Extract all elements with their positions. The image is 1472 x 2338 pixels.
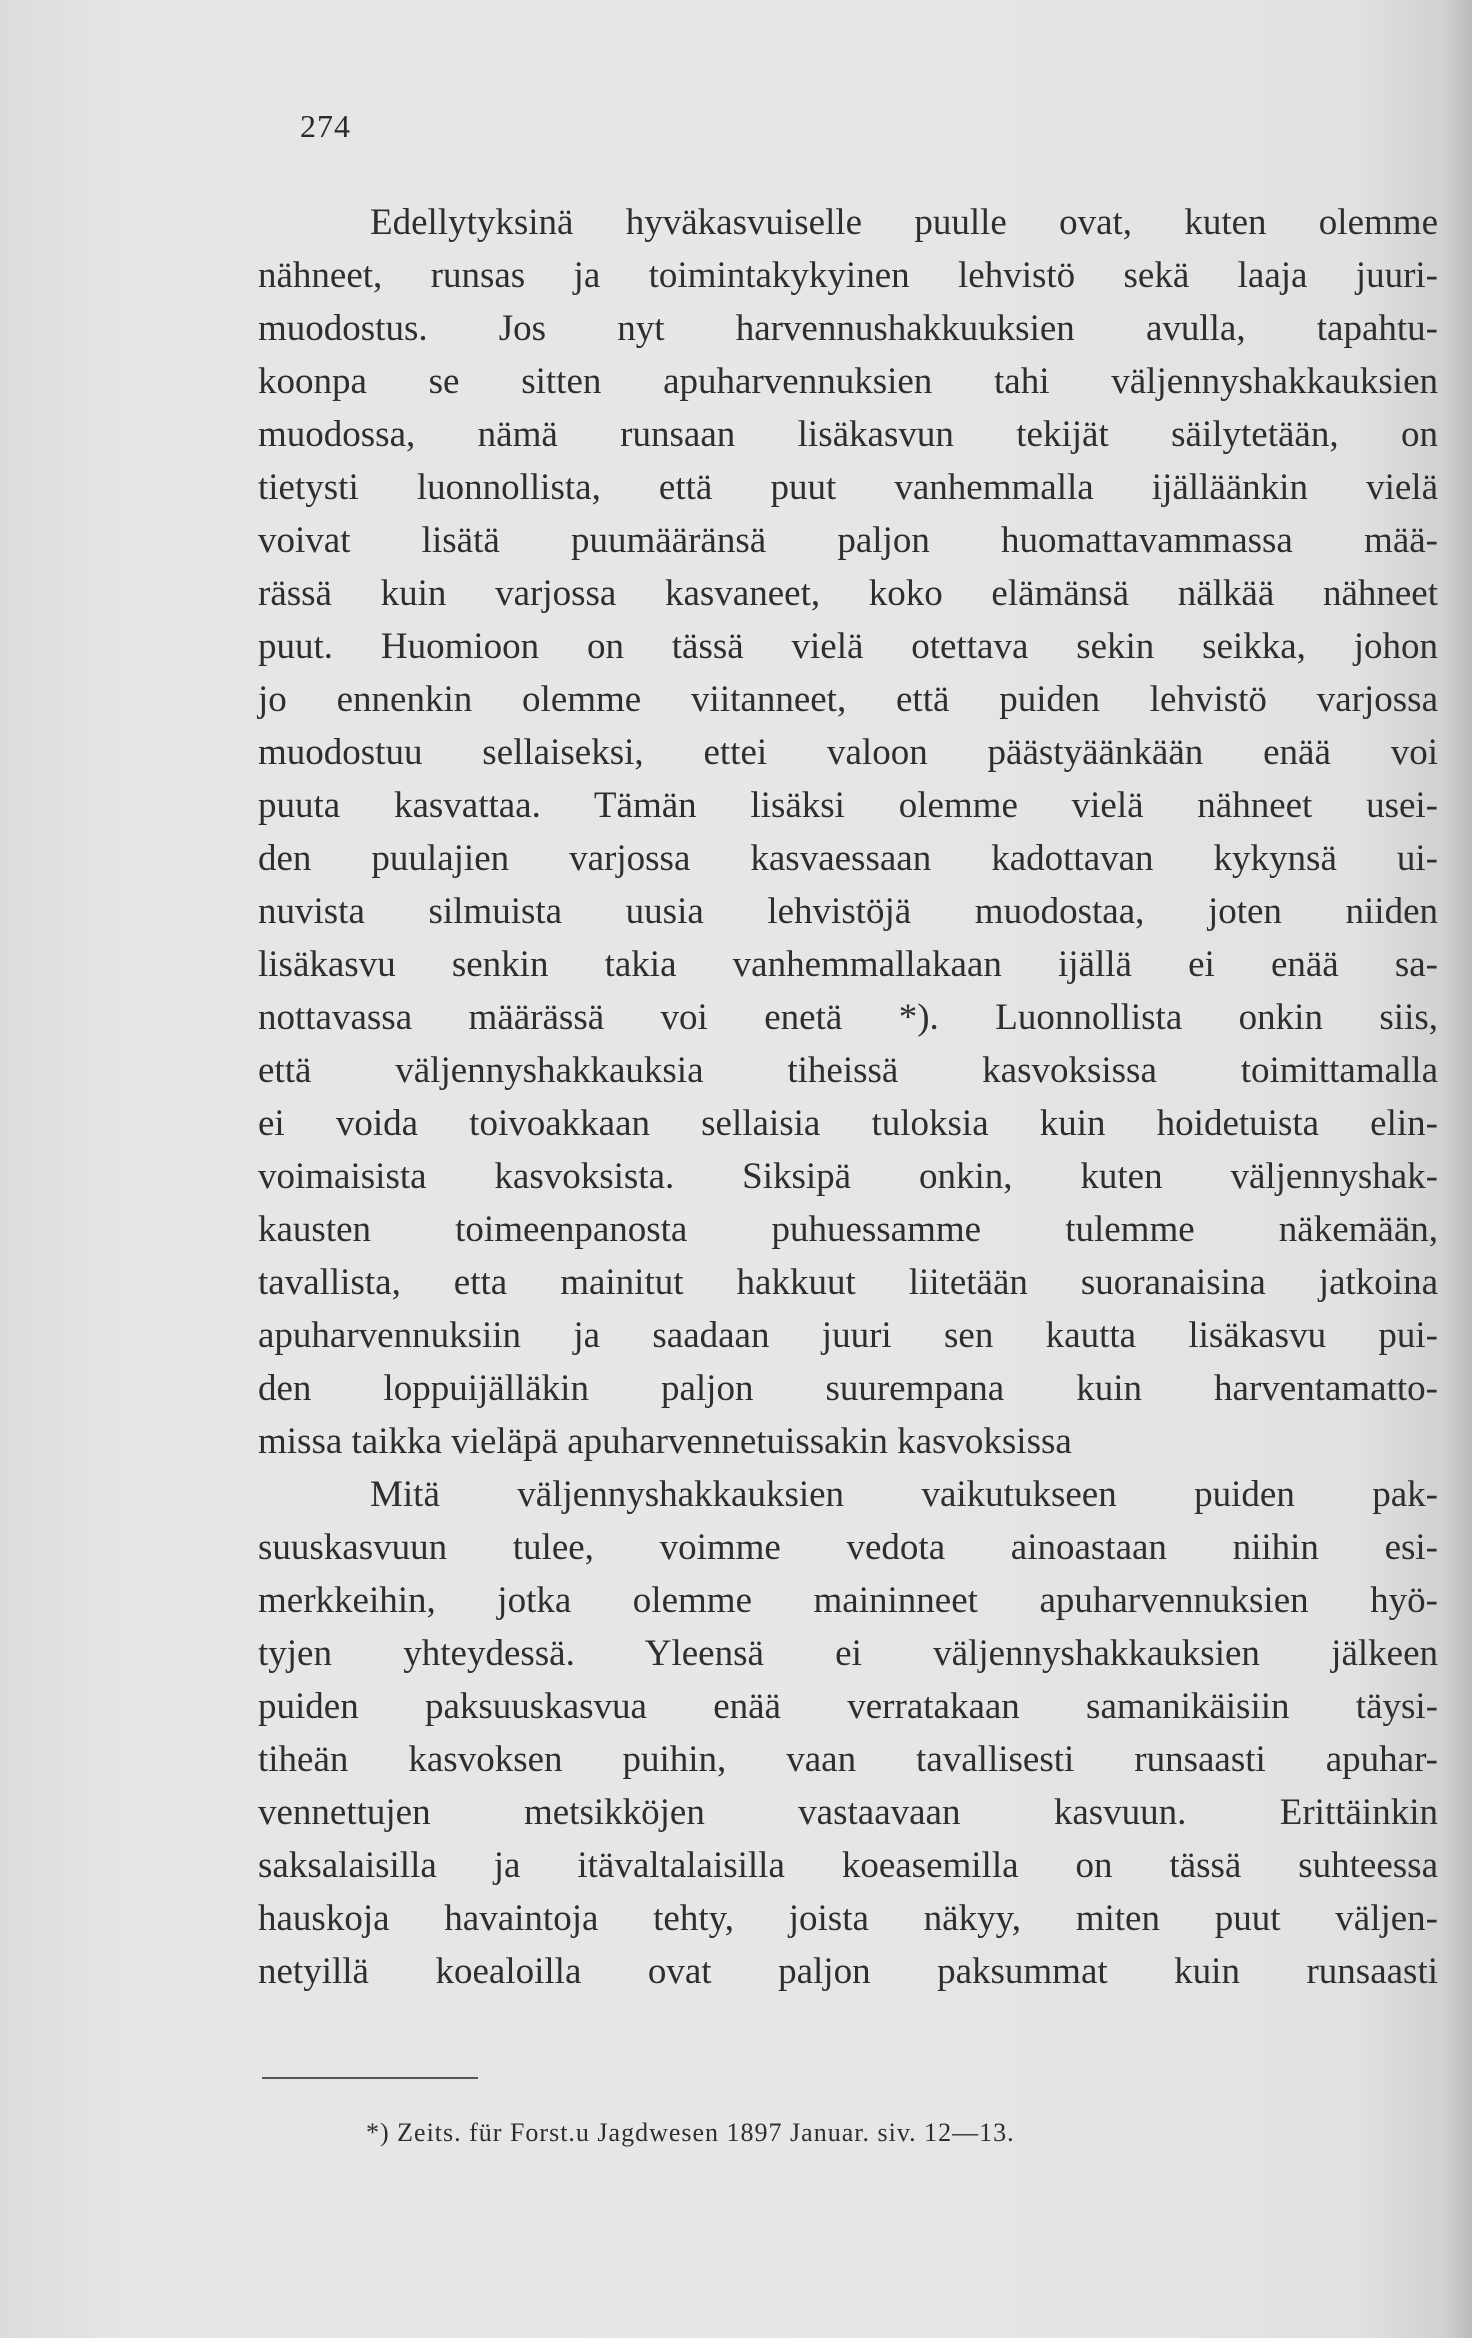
text-line: saksalaisilla ja itävaltalaisilla koeasemilla on tässä suhteessa: [258, 1845, 1438, 1886]
text-line: koonpa se sitten apuharvennuksien tahi väljennyshakkauksien: [258, 361, 1438, 402]
text-line: tyjen yhteydessä. Yleensä ei väljennyshakkauksien jälkeen: [258, 1633, 1438, 1674]
text-line: vennettujen metsikköjen vastaavaan kasvuun. Erittäinkin: [258, 1792, 1438, 1833]
text-line: missa taikka vieläpä apuharvennetuissakin kasvoksissa: [258, 1421, 1072, 1462]
text-line: rässä kuin varjossa kasvaneet, koko elämänsä nälkää nähneet: [258, 573, 1438, 614]
text-line: tavallista, etta mainitut hakkuut liitetään suoranaisina jatkoina: [258, 1262, 1438, 1303]
text-line: puiden paksuuskasvua enää verratakaan samanikäisiin täysi-: [258, 1686, 1438, 1727]
text-line: hauskoja havaintoja tehty, joista näkyy, miten puut väljen-: [258, 1898, 1438, 1939]
text-line: nottavassa määrässä voi enetä *). Luonnollista onkin siis,: [258, 997, 1438, 1038]
text-line: tietysti luonnollista, että puut vanhemmalla ijälläänkin vielä: [258, 467, 1438, 508]
text-line: kausten toimeenpanosta puhuessamme tulemme näkemään,: [258, 1209, 1438, 1250]
text-line: lisäkasvu senkin takia vanhemmallakaan ijällä ei enää sa-: [258, 944, 1438, 985]
text-line: suuskasvuun tulee, voimme vedota ainoastaan niihin esi-: [258, 1527, 1438, 1568]
footnote-divider: [262, 2077, 478, 2079]
text-line: den loppuijälläkin paljon suurempana kuin harventamatto-: [258, 1368, 1438, 1409]
text-line: den puulajien varjossa kasvaessaan kadottavan kykynsä ui-: [258, 838, 1438, 879]
text-line: muodossa, nämä runsaan lisäkasvun tekijät säilytetään, on: [258, 414, 1438, 455]
text-line: voivat lisätä puumääränsä paljon huomattavammassa mää-: [258, 520, 1438, 561]
text-line: voimaisista kasvoksista. Siksipä onkin, kuten väljennyshak-: [258, 1156, 1438, 1197]
page-number: 274: [300, 108, 351, 144]
text-line: muodostuu sellaiseksi, ettei valoon päästyäänkään enää voi: [258, 732, 1438, 773]
text-line: tiheän kasvoksen puihin, vaan tavallisesti runsaasti apuhar-: [258, 1739, 1438, 1780]
text-line: nähneet, runsas ja toimintakykyinen lehvistö sekä laaja juuri-: [258, 255, 1438, 296]
text-line: Edellytyksinä hyväkasvuiselle puulle ovat, kuten olemme: [370, 202, 1438, 243]
text-line: nuvista silmuista uusia lehvistöjä muodostaa, joten niiden: [258, 891, 1438, 932]
text-line: ei voida toivoakkaan sellaisia tuloksia kuin hoidetuista elin-: [258, 1103, 1438, 1144]
text-line: netyillä koealoilla ovat paljon paksummat kuin runsaasti: [258, 1951, 1438, 1992]
text-line: jo ennenkin olemme viitanneet, että puiden lehvistö varjossa: [258, 679, 1438, 720]
text-line: puuta kasvattaa. Tämän lisäksi olemme vielä nähneet usei-: [258, 785, 1438, 826]
body-text: [258, 196, 1438, 1998]
footnote: *) Zeits. für Forst.u Jagdwesen 1897 Januar. siv. 12—13.: [366, 2118, 1015, 2147]
text-line: apuharvennuksiin ja saadaan juuri sen kautta lisäkasvu pui-: [258, 1315, 1438, 1356]
text-line: Mitä väljennyshakkauksien vaikutukseen puiden pak-: [370, 1474, 1438, 1515]
text-line: muodostus. Jos nyt harvennushakkuuksien avulla, tapahtu-: [258, 308, 1438, 349]
text-line: puut. Huomioon on tässä vielä otettava sekin seikka, johon: [258, 626, 1438, 667]
text-line: että väljennyshakkauksia tiheissä kasvoksissa toimittamalla: [258, 1050, 1438, 1091]
text-line: merkkeihin, jotka olemme maininneet apuharvennuksien hyö-: [258, 1580, 1438, 1621]
